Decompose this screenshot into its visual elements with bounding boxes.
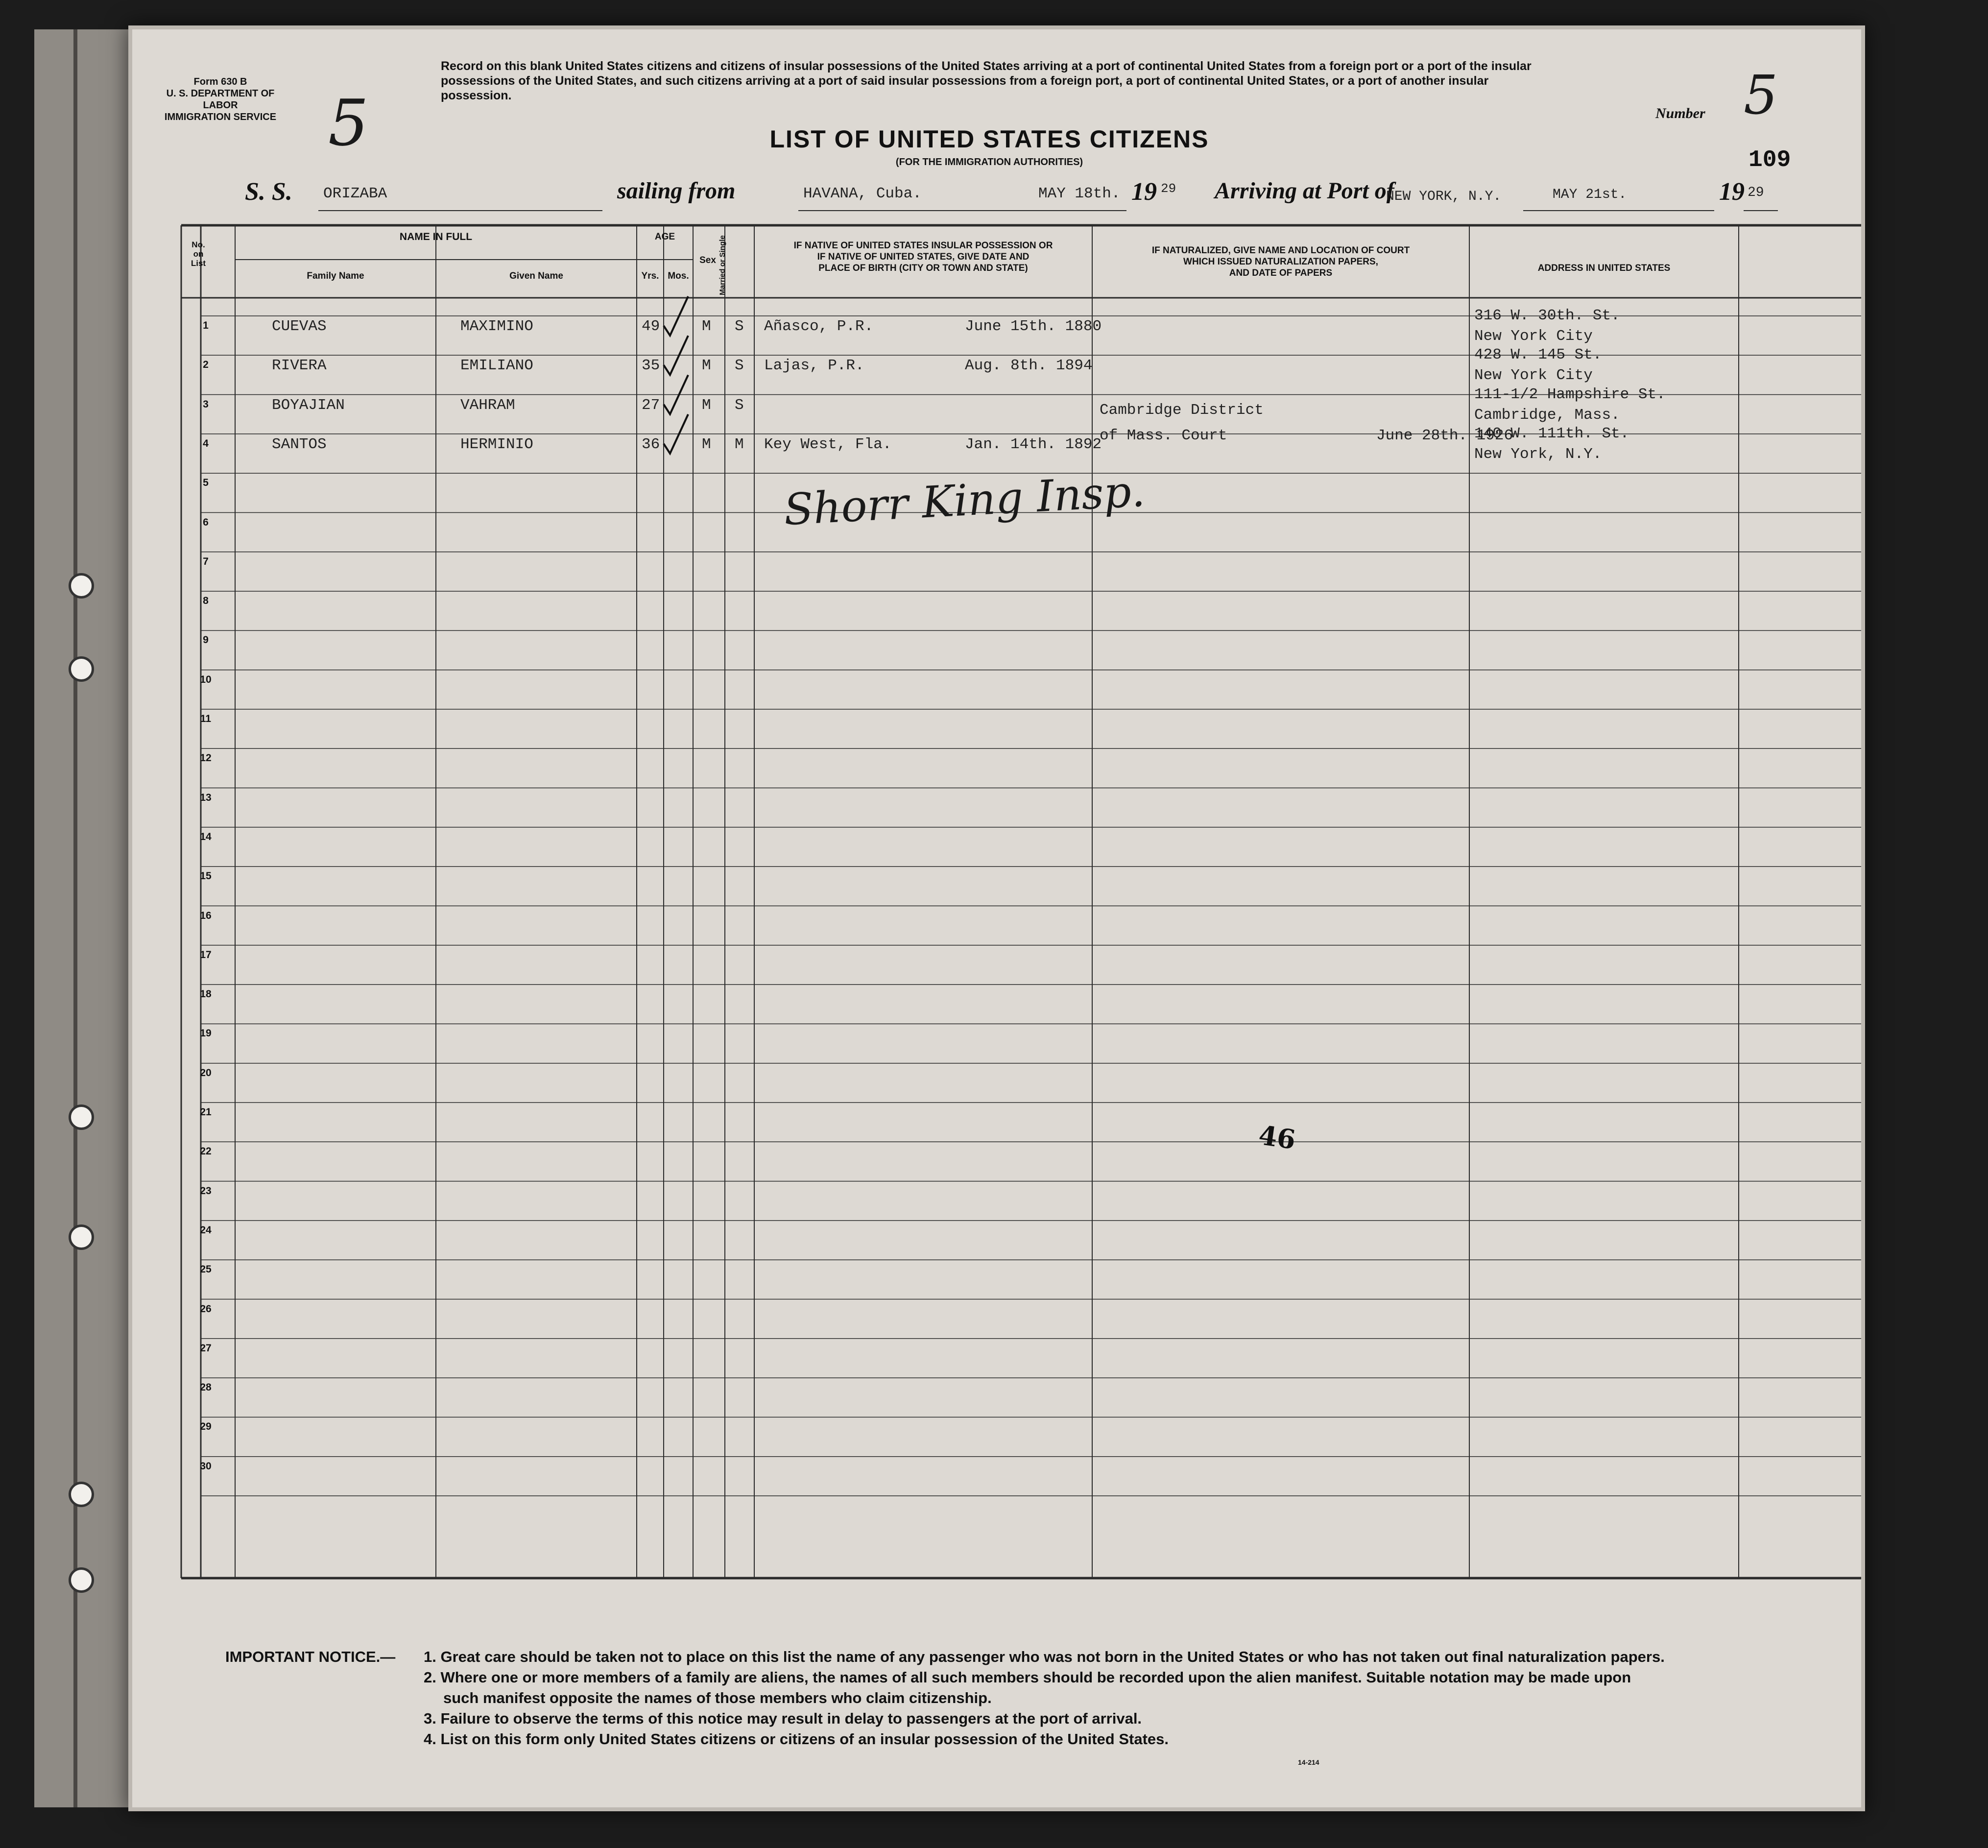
col-no-on-list: No. on List <box>191 240 206 268</box>
line-number: 9 <box>203 634 209 646</box>
col-mos: Mos. <box>668 271 689 281</box>
page-number: 109 <box>1748 147 1791 173</box>
col-yrs: Yrs. <box>641 271 659 281</box>
sex-cell: M <box>702 435 711 453</box>
line-number: 25 <box>200 1264 212 1275</box>
punch-hole <box>69 1224 94 1250</box>
age-years-cell: 36 <box>642 435 660 453</box>
col-given-name: Given Name <box>509 271 563 281</box>
birth-place-cell: Lajas, P.R. <box>764 357 864 375</box>
notice-list <box>424 1647 1820 1750</box>
marital-cell: S <box>735 318 744 335</box>
address-line-1: 111-1/2 Hampshire St. <box>1474 385 1666 403</box>
birth-place-cell: Key West, Fla. <box>764 435 892 453</box>
notice-heading: IMPORTANT NOTICE.— <box>225 1648 396 1665</box>
address-line-1: 140 W. 111th. St. <box>1474 425 1629 442</box>
arrive-date: MAY 21st. <box>1553 187 1627 202</box>
line-number: 24 <box>200 1224 212 1236</box>
line-number: 13 <box>200 792 212 803</box>
given-name-cell: MAXIMINO <box>460 318 533 335</box>
address-line-2: New York, N.Y. <box>1474 445 1602 463</box>
nat-court-cell-2: of Mass. Court <box>1100 427 1227 444</box>
line-number: 18 <box>200 988 212 1000</box>
line-number: 29 <box>200 1421 212 1433</box>
line-number: 30 <box>200 1460 212 1472</box>
line-number: 14 <box>200 831 212 842</box>
col-birth: IF NATIVE OF UNITED STATES INSULAR POSSESSION OR IF NATIVE OF UNITED STATES, GIVE DATE AND PLACE OF BIRTH (CITY OR TOWN AND STATE) <box>793 240 1053 273</box>
line-number: 4 <box>203 437 209 449</box>
age-years-cell: 49 <box>642 318 660 335</box>
ss-label: S. S. <box>245 178 292 206</box>
line-number: 27 <box>200 1342 212 1354</box>
line-number: 6 <box>203 516 209 528</box>
age-years-cell: 35 <box>642 357 660 375</box>
depart-date: MAY 18th. <box>1038 185 1121 202</box>
line-number: 10 <box>200 673 212 685</box>
sex-cell: M <box>702 396 711 414</box>
punch-hole <box>69 573 94 599</box>
port-from: HAVANA, Cuba. <box>803 185 922 202</box>
line-number: 3 <box>203 398 209 410</box>
port-to: NEW YORK, N.Y. <box>1386 189 1502 204</box>
manifest-page <box>132 29 1861 1807</box>
punch-hole <box>69 1104 94 1130</box>
intro-text: Record on this blank United States citizens and citizens of insular possessions of the United States arriving at a port of continental United States from a foreign port or a port of the insular possessions of the United States, and such citizens arriving at a port of said insular possessions from a foreign port, a port of continental United States, or a port of another insular possession. <box>441 59 1532 102</box>
print-code: 14-214 <box>1298 1758 1319 1766</box>
binding-edge <box>73 29 77 1807</box>
birth-date-cell: Aug. 8th. 1894 <box>965 357 1093 375</box>
line-number: 28 <box>200 1382 212 1393</box>
sex-cell: M <box>702 318 711 335</box>
number-handwritten: 5 <box>1744 64 1778 126</box>
service: IMMIGRATION SERVICE <box>164 112 277 122</box>
address-line-1: 316 W. 30th. St. <box>1474 307 1620 324</box>
arriving-label: Arriving at Port of <box>1215 178 1394 204</box>
year-prefix-2: 19 <box>1719 178 1745 206</box>
line-number: 19 <box>200 1028 212 1039</box>
line-number: 1 <box>203 320 209 331</box>
line-number: 26 <box>200 1303 212 1315</box>
line-number: 8 <box>203 595 209 607</box>
line-number: 21 <box>200 1106 212 1118</box>
line-number: 2 <box>203 359 209 371</box>
marital-cell: M <box>735 435 744 453</box>
address-line-2: New York City <box>1474 328 1593 345</box>
ship-name: ORIZABA <box>323 185 387 202</box>
col-naturalized: IF NATURALIZED, GIVE NAME AND LOCATION OF COURT WHICH ISSUED NATURALIZATION PAPERS, AND DATE OF PAPERS <box>1151 245 1410 278</box>
page-subtitle: (FOR THE IMMIGRATION AUTHORITIES) <box>895 157 1083 168</box>
given-name-cell: VAHRAM <box>460 396 515 414</box>
line-number: 7 <box>203 555 209 567</box>
year-prefix-1: 19 <box>1131 178 1157 206</box>
address-line-1: 428 W. 145 St. <box>1474 346 1602 364</box>
punch-hole <box>69 1482 94 1507</box>
birth-date-cell: Jan. 14th. 1892 <box>965 435 1102 453</box>
col-family-name: Family Name <box>307 271 364 281</box>
line-number: 22 <box>200 1146 212 1157</box>
col-married-single: Married or Single <box>718 235 727 295</box>
line-number: 12 <box>200 752 212 764</box>
address-line-2: Cambridge, Mass. <box>1474 406 1620 424</box>
line-number: 5 <box>203 477 209 489</box>
notice-item: 2. Where one or more members of a family are aliens, the names of all such members should be recorded upon the alien manifest. Suitable notation may be made upon <box>424 1669 1631 1686</box>
col-sex: Sex <box>699 255 716 265</box>
col-age: AGE <box>654 232 675 242</box>
table-grid <box>132 29 1861 1807</box>
binding-strip <box>34 29 135 1807</box>
department: U. S. DEPARTMENT OF LABOR <box>166 88 275 111</box>
nat-date-cell: June 28th. 1926 <box>1376 427 1513 444</box>
punch-hole <box>69 1567 94 1593</box>
age-years-cell: 27 <box>642 396 660 414</box>
line-number: 16 <box>200 910 212 921</box>
sailing-label: sailing from <box>617 178 736 204</box>
notice-item: such manifest opposite the names of those members who claim citizenship. <box>443 1689 992 1706</box>
line-number: 20 <box>200 1067 212 1079</box>
notice-item: 3. Failure to observe the terms of this notice may result in delay to passengers at the port of arrival. <box>424 1710 1142 1727</box>
list-number-handwritten: 5 <box>328 86 369 160</box>
line-number: 15 <box>200 870 212 882</box>
given-name-cell: EMILIANO <box>460 357 533 375</box>
inspector-signature: Shorr King Insp. <box>782 465 1147 535</box>
line-number: 17 <box>200 949 212 960</box>
line-number: 11 <box>200 713 212 724</box>
notice-item: 4. List on this form only United States citizens or citizens of an insular possession of the United States. <box>424 1730 1169 1748</box>
family-name-cell: BOYAJIAN <box>272 396 345 414</box>
number-label: Number <box>1655 105 1705 121</box>
family-name-cell: CUEVAS <box>272 318 327 335</box>
birth-place-cell: Añasco, P.R. <box>764 318 874 335</box>
form-id: Form 630 B <box>193 76 247 87</box>
year-suffix-1: 29 <box>1161 181 1176 196</box>
given-name-cell: HERMINIO <box>460 435 533 453</box>
col-address: ADDRESS IN UNITED STATES <box>1537 263 1671 273</box>
stamp-number: 46 <box>1256 1119 1298 1155</box>
punch-hole <box>69 656 94 682</box>
birth-date-cell: June 15th. 1880 <box>965 318 1102 335</box>
col-name-in-full: NAME IN FULL <box>399 231 473 242</box>
address-line-2: New York City <box>1474 367 1593 384</box>
family-name-cell: RIVERA <box>272 357 327 375</box>
page-title: LIST OF UNITED STATES CITIZENS <box>769 125 1209 153</box>
year-suffix-2: 29 <box>1748 185 1764 200</box>
marital-cell: S <box>735 357 744 375</box>
sex-cell: M <box>702 357 711 375</box>
notice-item: 1. Great care should be taken not to place on this list the name of any passenger who was not born in the United States or who has not taken out final naturalization papers. <box>424 1648 1665 1665</box>
marital-cell: S <box>735 396 744 414</box>
line-number: 23 <box>200 1185 212 1197</box>
nat-court-cell: Cambridge District <box>1100 401 1264 419</box>
family-name-cell: SANTOS <box>272 435 327 453</box>
